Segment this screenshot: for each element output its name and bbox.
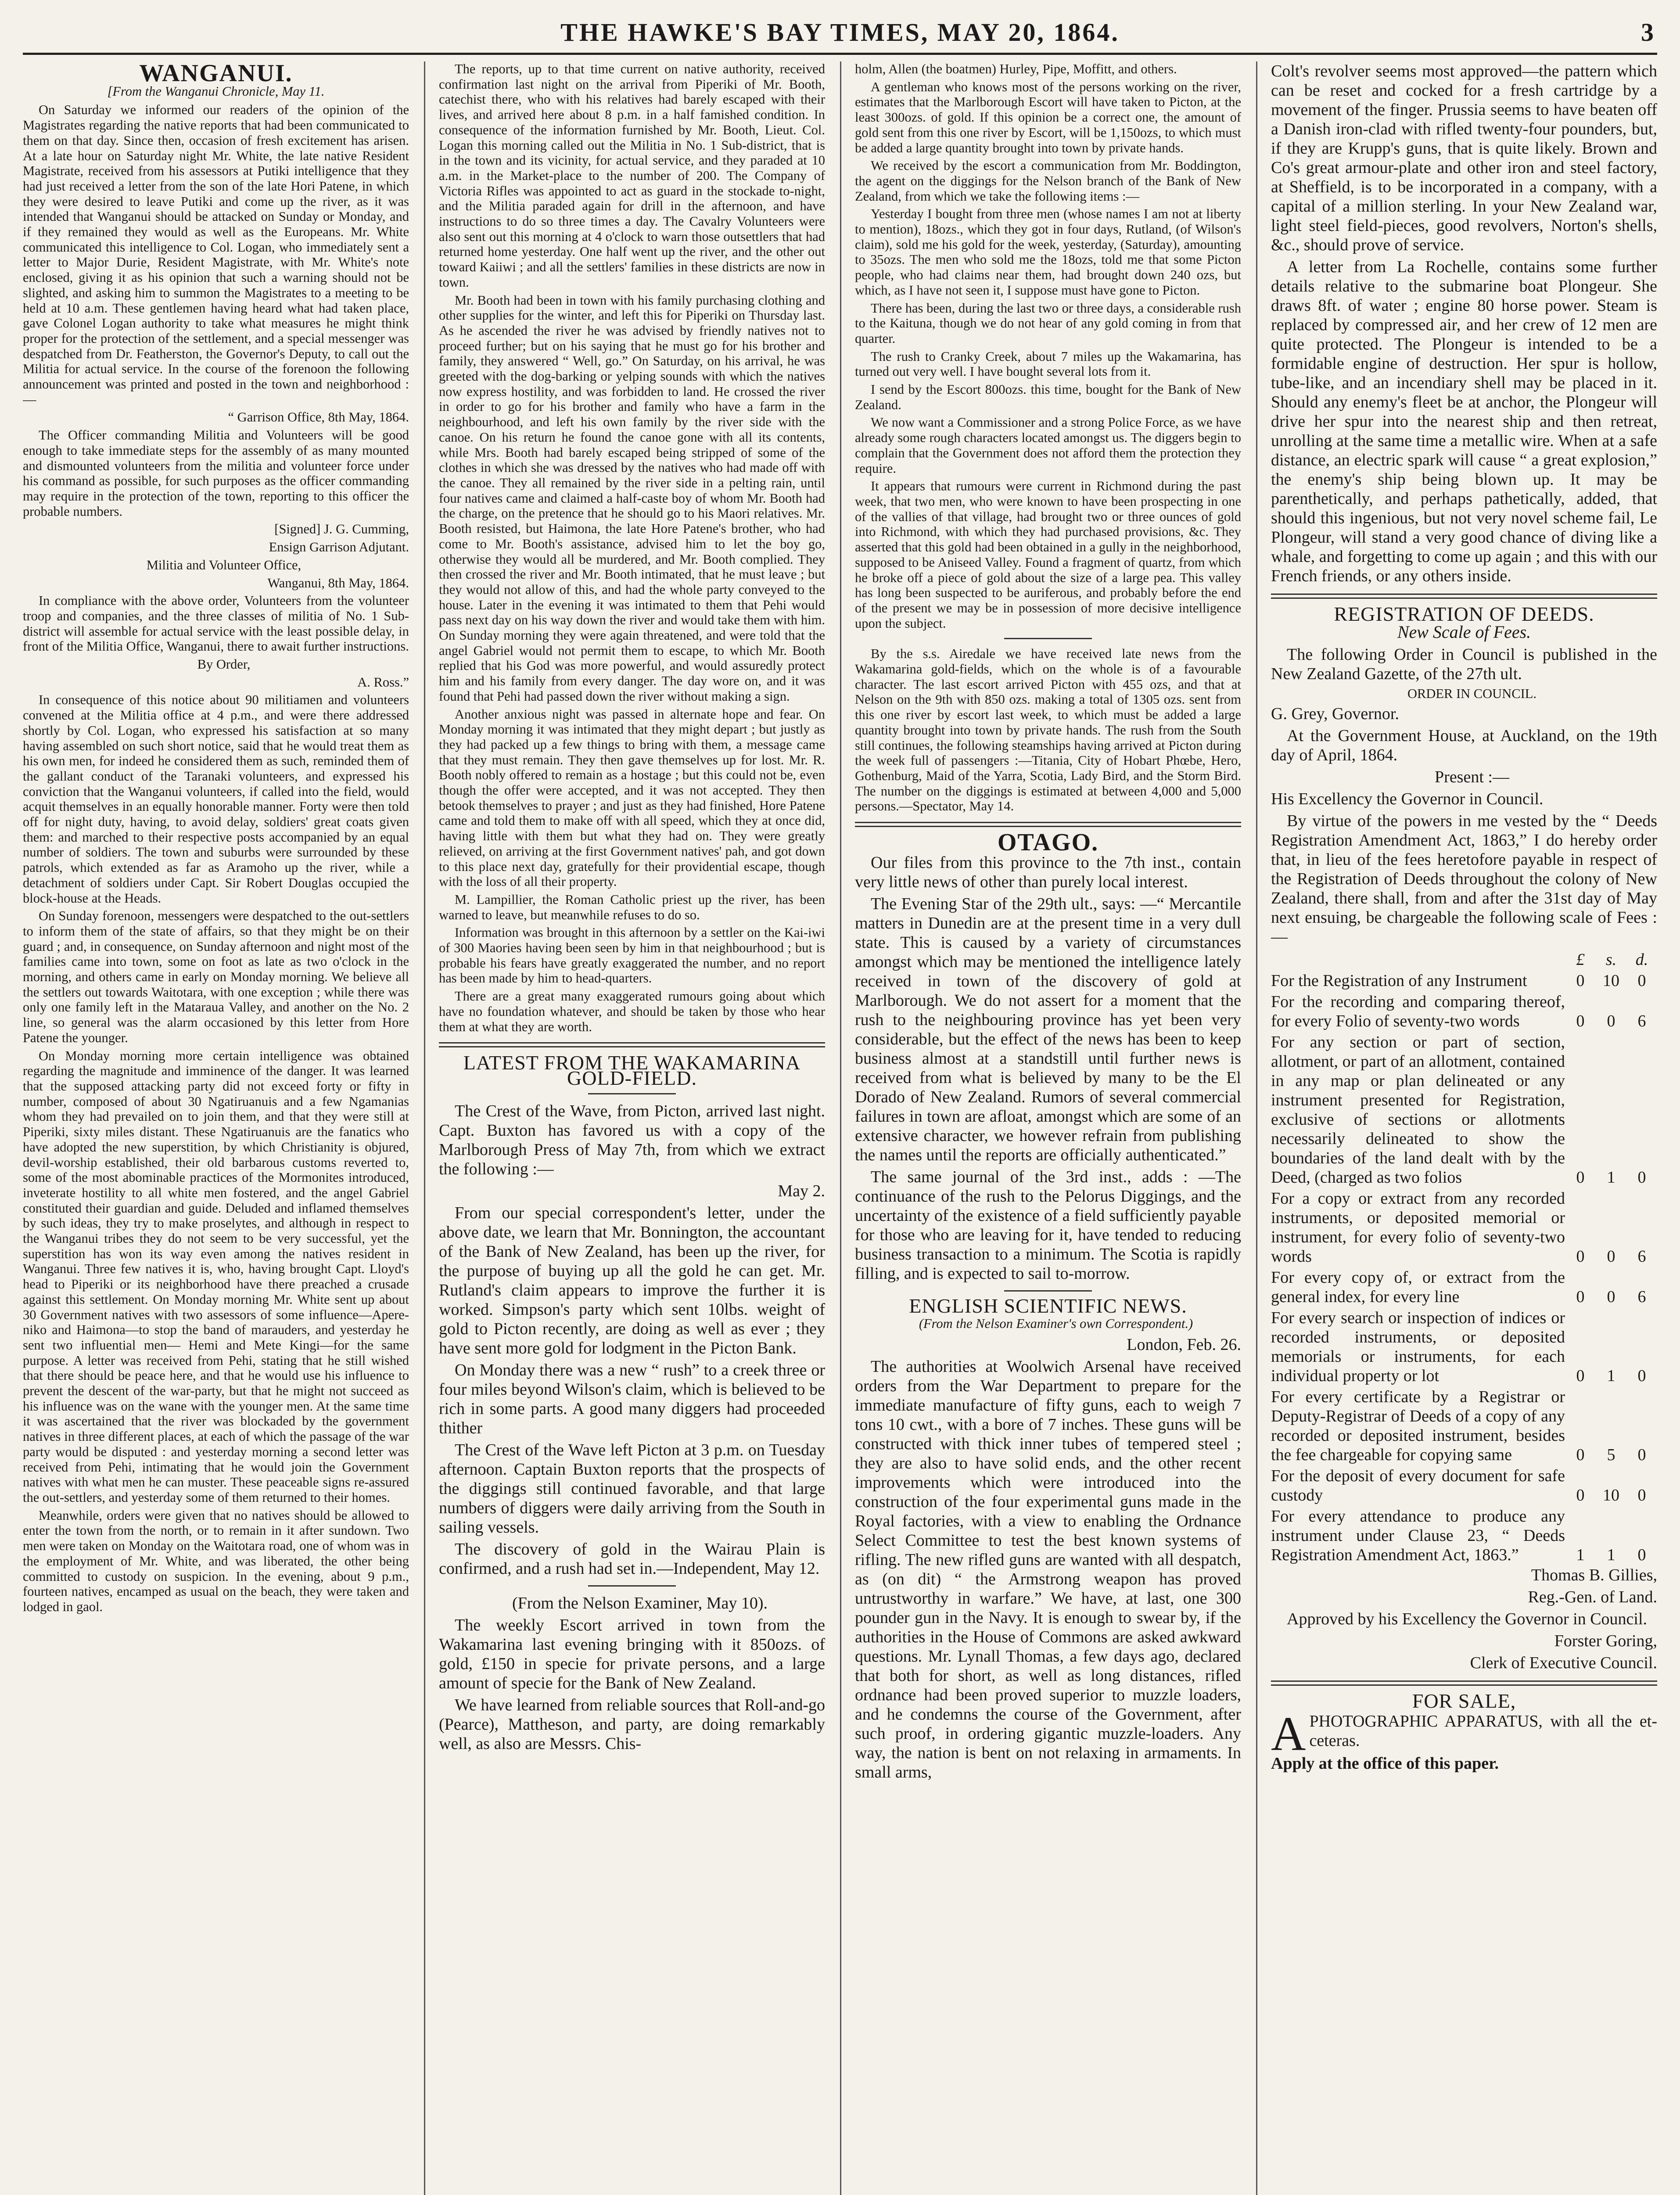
fee-shillings: 0 [1607,1012,1615,1031]
unit-shillings: s. [1605,950,1617,969]
fee-pence: 6 [1637,1288,1646,1306]
dateline: May 2. [778,1181,825,1200]
fee-description: For every certificate by a Registrar or Deputy-Registrar of Deeds of a copy of any recorded or deposited instrument, besides the fee chargeable for copying same [1271,1388,1565,1465]
paragraph: On Sunday forenoon, messengers were despatched to the out-settlers to inform them of the state of affairs, so that they might be on their guard ; and, in consequence, on Sunday afternoon and night most of the families came into town, some on foot as late as two o'clock in the morning, and others came in early on Monday morning. We believe all the settlers out towards Waitotara, with one exception ; while there was only one family left in the Mataraua Valley, and another on the No. 2 line, so general was the alarm occasioned by this letter from Hore Patene the younger. [23,908,409,1045]
paragraph: In consequence of this notice about 90 militiamen and volunteers convened at the Militia office at 4 p.m., and were there addressed shortly by Col. Logan, who expressed his satisfaction at so many having assembled on such short notice, said that he would treat them as his own men, for indeed he considered them as such, reminded them of the gallant conduct of the Taranaki volunteers, and expressed his conviction that the Wanganui volunteers, if called into the field, would acquit themselves in an equally honorable manner. Forty were then told off for night duty, having, to avoid delay, soldiers' great coats given them: and marched to their respective posts accompanied by an equal number of soldiers. The town and suburbs were surrounded by these patrols, which extended as far as Aramoho up the river, while a detachment of soldiers under Capt. Sir Robert Douglas occupied the block-house at the Heads. [23,692,409,906]
governor-line: G. Grey, Governor. [1271,705,1399,723]
paragraph: A letter from La Rochelle, contains some further details relative to the submarine boat Plongeur. She draws 8ft. of water ; engine 80 horse power. Steam is replaced by compressed air, and her crew of 12 men are quite protected. The Plongeur is intended to be a formidable engine of destruction. Her spur is hollow, tube-like, and an incendiary shell may be placed in it. Should any enemy's fleet be at anchor, the Plongeur will drive her spur into the nearest ship and then retreat, unrolling at the same time a metallic wire. When at a safe distance, an electric spark will cause “ a great explosion,” the enemy's ship being blown up. It may be parenthetically, and perhaps pathetically, added, that should this ingenious, but not very novel scheme fail, Le Plongeur, will stand a very good chance of diving like a whale, and forgetting to come up again ; and this with our French friends, or any others inside. [1271,258,1657,585]
fee-row [1271,1032,1657,1188]
office-line: Militia and Volunteer Office, [146,557,302,572]
fee-description: For the deposit of every document for safe custody [1271,1467,1565,1505]
fee-pence: 0 [1637,1446,1646,1465]
drop-cap: A [1271,1706,1306,1760]
paragraph: The same journal of the 3rd inst., adds : —The continuance of the rush to the Pelorus Diggings, and the uncertainty of the existence of a field sufficiently payable for those who are leaving for it, have tended to reducing business transaction to a minimum. The Scotia is rapidly filling, and is expected to sail to-morrow. [855,1167,1241,1283]
paragraph: M. Lampillier, the Roman Catholic priest up the river, has been warned to leave, but meanwhile refuses to do so. [439,892,825,922]
unit-pence: d. [1635,950,1648,969]
fee-pounds: 0 [1576,972,1585,990]
fee-row [1271,1386,1657,1465]
paragraph: Yesterday I bought from three men (whose names I am not at liberty to mention), 18ozs., which they got in four days, Rutland, (of Wilson's claim), sold me his gold for the week, yesterday, (Saturday), amounting to 35ozs. The men who sold me the 18ozs, told me that some Picton people, who had claims near them, had brought down 240 ozs, but which, as I have not seen it, I suppose must have gone to Picton. [855,206,1241,298]
article-heading-registration: REGISTRATION OF DEEDS. [1334,603,1594,625]
paragraph: The Crest of the Wave, from Picton, arrived last night. Capt. Buxton has favored us with a copy of the Marlborough Press of May 7th, from which we extract the following :— [439,1101,825,1178]
present-line: Present :— [1435,768,1509,787]
paragraph: By virtue of the powers in me vested by the “ Deeds Registration Amendment Act, 1863,” I do hereby order that, in lieu of the fees heretofore payable in respect of the Registration of Deeds throughout the colony of New Zealand, there shall, from and after the 31st day of May next ensuing, be chargeable the following scale of Fees :— [1271,812,1657,946]
paragraph: The reports, up to that time current on native authority, received confirmation last night on the arrival from Piperiki of Mr. Booth, catechist there, who with his relatives had barely escaped with their lives, and arrived here about 8 p.m. in a half famished condition. In consequence of the information furnished by Mr. Booth, Lieut. Col. Logan this morning called out the Militia in No. 1 Sub-district, that is in the town and its vicinity, for actual service, and they paraded at 10 a.m. in the Market-place to the number of 200. The Company of Victoria Rifles was appointed to act as guard in the stockade to-night, and the Militia paraded again for drill in the afternoon, and have instructions to do so three times a day. The Cavalry Volunteers were also sent out this morning at 4 o'clock to warn those outsettlers that had returned home yesterday. One half went up the river, and the other out toward Kaiiwi ; and all the settlers' families in these districts are now in town. [439,61,825,290]
fee-shillings: 5 [1607,1446,1615,1465]
paragraph: Our files from this province to the 7th inst., contain very little news of other than purely local interest. [855,853,1241,891]
fee-pounds: 0 [1576,1288,1585,1306]
paragraph: We now want a Commissioner and a strong Police Force, as we have already some rough characters located amongst us. The diggers begin to complain that the Government does not afford them the protection they require. [855,415,1241,476]
column-rule [424,61,425,2195]
fee-pounds: 0 [1576,1486,1585,1505]
fee-shillings: 1 [1607,1367,1615,1385]
short-rule [588,1093,676,1094]
section-divider [439,1042,825,1047]
masthead-title: THE HAWKE'S BAY TIMES, MAY 20, 1864. [560,18,1120,47]
paragraph: From our special correspondent's letter, under the above date, we learn that Mr. Bonnington, the accountant of the Bank of New Zealand, has been up the river, for the purpose of buying up all the gold he can get. Mr. Rutland's claim appears to improve the further it is worked. Simpson's party which sent 10lbs. weight of gold to Picton recently, are doing as well as ever ; they have sent more gold for lodgment in the Picton Bank. [439,1203,825,1357]
article-heading-scientific: ENGLISH SCIENTIFIC NEWS. [909,1294,1187,1317]
advertisement-text: PHOTOGRAPHIC APPARATUS, with all the et-ceteras. [1309,1712,1657,1750]
fee-shillings: 10 [1603,972,1619,990]
paragraph: By the s.s. Airedale we have received late news from the Wakamarina gold-fields, which on the whole is of a favourable character. The last escort arrived Picton with 455 ozs, and that at Nelson on the 9th with 850 ozs. making a total of 1305 ozs. sent from this one river by escort last week, to which must be added a large quantity brought into town by private hands. The rush from the South still continues, the following steamships having arrived at Picton during the week full of passengers :—Titania, City of Hobart Phœbe, Hero, Gothenburg, Maid of the Yarra, Scotia, Lady Bird, and the Storm Bird. The number on the diggings is estimated at between 4,000 and 5,000 persons.—Spectator, May 14. [855,646,1241,814]
by-order: By Order, [197,657,251,672]
column-2 [439,61,825,2195]
fee-pounds: 0 [1576,1446,1585,1465]
section-divider [855,822,1241,827]
fee-pounds: 0 [1576,1012,1585,1031]
fee-shillings: 1 [1607,1168,1615,1187]
paragraph: In compliance with the above order, Volunteers from the volunteer troop and companies, and the three classes of militia of No. 1 Sub-district will assemble for actual service with the least possible delay, in front of the Militia Office, Wanganui, there to await further instructions. [23,593,409,654]
section-divider [1271,1680,1657,1686]
paragraph: The rush to Cranky Creek, about 7 miles up the Wakamarina, has turned out very well. I have bought several lots from it. [855,349,1241,379]
paragraph: Another anxious night was passed in alternate hope and fear. On Monday morning it was intimated that they might depart ; but justly as they had packed up a few things to bring with them, a message came that they must remain. They then gave themselves up for lost. Mr. R. Booth nobly offered to remain as a hostage ; but this could not be, even though the offer were accepted, and it was not accepted. They then betook themselves to prayer ; and just as they had finished, Hore Patene came and told them to make off with all speed, which they at once did, having little with them but what they had on. They were greatly relieved, on arriving at the first Government natives' pah, and got down to this place next day, gratefully for their providential escape, though with the loss of all their property. [439,706,825,889]
section-divider [1271,594,1657,599]
paragraph: The discovery of gold in the Wairau Plain is confirmed, and a rush had set in.—Independent, May 12. [439,1540,825,1578]
fee-description: For the recording and comparing thereof, for every Folio of seventy-two words [1271,993,1565,1031]
dateline: London, Feb. 26. [1127,1335,1241,1354]
fee-table [1271,949,1657,1565]
excellency-line: His Excellency the Governor in Council. [1271,790,1544,809]
fee-pounds: 0 [1576,1367,1585,1385]
masthead [23,18,1657,55]
column-4 [1271,61,1657,2195]
paragraph: The authorities at Woolwich Arsenal have received orders from the War Department to prepare for the immediate manufacture of fifty guns, each to weigh 7 tons 10 cwt., with a bore of 7 inches. These guns will be constructed with thick inner tubes of tempered steel ; they are also to have solid ends, and the other recent improvements which were introduced into the construction of the four experimental guns made in the Royal factories, with a view to enabling the Ordnance Select Committee to test the best known systems of rifling. The new rifled guns are wanted with all despatch, as (on dit) “ the Armstrong weapon has proved untrustworthy in warfare.” We have, at last, one 300 pounder gun in the Navy. It is enough to swear by, if the authorities in the House of Commons are asked awkward questions. Mr. Lynall Thomas, a few days ago, declared that both for short, as well as long distances, rifled ordnance had been proved superior to muzzle loaders, and he condemns the course of the Government, after such proof, in ordering gigantic muzzle-loaders. Any way, the nation is bent on not relaxing in armaments. In small arms, [855,1357,1241,1782]
fee-pounds: 0 [1576,1168,1585,1187]
fee-row [1271,1307,1657,1386]
short-rule [588,1585,676,1587]
order-in-council: ORDER IN COUNCIL. [1407,686,1536,702]
paragraph: On Monday morning more certain intelligence was obtained regarding the magnitude and imminence of the danger. It was learned that the supposed attacking party did not exceed forty or fifty in number, composed of about 30 Ngatiruanuis and a few Ngamanias whom they had prevailed on to join them, and that they were still at Piperiki, sixty miles distant. These Ngatiruanuis are the fanatics who have adopted the new superstition, by which Christianity is objured, devil-worship established, their old barbarous customs reverted to, some of the most abominable practices of the Mormonites introduced, inveterate hostility to all white men fostered, and the angel Gabriel constituted their guardian and guide. Deluded and inflamed themselves by such ideas, they try to make proselytes, and although in respect to the Wanganui tribes they do not seem to be very successful, yet the superstition has won its way even among the natives resident in Wanganui. Three few natives it is, who, having brought Capt. Lloyd's head to Piperiki or its neighborhood have there preached a crusade against this settlement. On Monday morning Mr. White sent up about 30 Government natives with two assessors of some influence—Apere-niko and Haimona—to stop the band of marauders, and yesterday he sent two influential men— Hemi and Mete Kingi—for the same purpose. A letter was received from Pehi, stating that he still wished that there should be peace here, and that he would use his influence to prevent the descent of the war-party, but that he might not succeed as his influence was on the wane with the younger men. At the same time it was ascertained that the river was blockaded by the government natives in three different places, at each of which the passage of the war party would be disputed : and yesterday morning a second letter was received from Pehi, intimating that he would join the Government natives with what men he can muster. These peaceable signs re-assured the out-settlers, and yesterday some of them returned to their homes. [23,1048,409,1505]
paragraph: A gentleman who knows most of the persons working on the river, estimates that the Marlborough Escort will have taken to Picton, at the least 300ozs. of gold. If this opinion be a correct one, the amount of gold sent from this one river by Escort, will be 1,150ozs, to which must be added a large quantity brought into town by private hands. [855,79,1241,155]
order-heading: “ Garrison Office, 8th May, 1864. [228,410,409,425]
fee-shillings: 0 [1607,1288,1615,1306]
paragraph: Mr. Booth had been in town with his family purchasing clothing and other supplies for the winter, and left this for Piperiki on Thursday last. As he ascended the river he was advised by friendly natives not to proceed further; but on his saying that he must go for his brother and family, they answered “ Well, go.” On Saturday, on his arrival, he was greeted with the dog-barking or yelping sounds with which the natives now express hostility, and was forbidden to land. He crossed the river in order to go for his brother and family who have a farm in the neighbourhood, and left his own family by the river side with the canoe. On his return he found the canoe gone with all its contents, while Mrs. Booth had barely escaped being stripped of some of the clothes in which she was dressed by the natives who had made off with the canoe. They all remained by the river side in a pelting rain, until four natives came and claimed a half-caste boy of whom Mr. Booth had the charge, on the pretence that he should go to his Maori relatives. Mr. Booth resisted, but Haimona, the late Hore Patene's brother, who had come to Mr. Booth's assistance, advised him to let the boy go, otherwise they would all be murdered, and Mr. Booth complied. They then crossed the river and Mr. Booth intimated, that he must leave ; but they would not allow of this, and had the whole party conveyed to the house. Later in the evening it was intimated to them that Pehi would pass next day on his way down the river and would take them with him. On Sunday morning they were again threatened, and were told that the angel Gabriel would not permit them to escape, to which Mr. Booth replied that his God was more powerful, and would assuredly protect him and his family from every danger. The day wore on, and it was found that Pehi had passed down the river without making a sign. [439,292,825,704]
fee-description: For every search or inspection of indices or recorded instruments, or deposited memorials or instruments, for each individual property or lot [1271,1309,1565,1385]
article-heading-otago: OTAGO. [997,829,1099,856]
fee-row [1271,1506,1657,1565]
advertisement [1271,1706,1657,1773]
fee-description: For the Registration of any Instrument [1271,972,1527,990]
advertisement-apply: Apply at the office of this paper. [1271,1754,1499,1773]
signature: Forster Goring, [1554,1632,1657,1651]
paragraph: The following Order in Council is published in the New Zealand Gazette, of the 27th ult. [1271,645,1657,684]
signature: [Signed] J. G. Cumming, [274,522,409,537]
column-1 [23,61,409,2195]
column-3 [855,61,1241,2195]
fee-pence: 0 [1637,972,1646,990]
unit-pounds: £ [1576,950,1585,969]
office-date: Wanganui, 8th May, 1864. [267,575,409,590]
fee-shillings: 1 [1607,1546,1615,1565]
fee-table-header [1271,949,1657,970]
column-rule [1256,61,1257,2195]
fee-pounds: 1 [1576,1546,1585,1565]
paragraph: It appears that rumours were current in Richmond during the past week, that two men, who were known to have been prospecting in one of the vallies of that village, had brought two or three ounces of gold into Richmond, with which they had purchased provisions, &c. They asserted that this gold had been obtained in a gully in the neighborhood, supposed to be Aniseed Valley. Found a fragment of quartz, from which he broke off a piece of gold about the size of a large pea. This valley has long been suspected to be auriferous, and probably before the end of the present we may be in possession of more decisive intelligence upon the subject. [855,479,1241,631]
fee-row [1271,991,1657,1032]
fee-pence: 0 [1637,1367,1646,1385]
fee-shillings: 0 [1607,1247,1615,1266]
fee-pounds: 0 [1576,1247,1585,1266]
fee-pence: 0 [1637,1486,1646,1505]
approval-line: Approved by his Excellency the Governor in Council. [1287,1610,1648,1629]
article-source: [From the Wanganui Chronicle, May 11. [107,83,325,99]
paragraph: There has been, during the last two or three days, a considerable rush to the Kaituna, though we do not hear of any gold coming in from that quarter. [855,300,1241,346]
article-source: (From the Nelson Examiner, May 10). [512,1594,768,1612]
paragraph: On Monday there was a new “ rush” to a creek three or four miles beyond Wilson's claim, which is believed to be rich in some parts. A good many diggers had proceeded thither [439,1360,825,1437]
paragraph: Meanwhile, orders were given that no natives should be allowed to enter the town from the north, or to remain in it after sundown. Two men were taken on Monday on the Waitotara road, one of whom was in the employment of Mr. White, and was liberated, the other being committed to custody on suspicion. In the evening, about 9 p.m., fourteen natives, encamped as usual on the beach, they were taken and lodged in gaol. [23,1508,409,1614]
short-rule [1004,1290,1092,1292]
article-subheading: New Scale of Fees. [1397,622,1531,642]
fee-description: For every copy of, or extract from the general index, for every line [1271,1268,1565,1306]
fee-row [1271,1465,1657,1506]
fee-description: For every attendance to produce any instrument under Clause 23, “ Deeds Registration Amendment Act, 1863.” [1271,1507,1565,1565]
place-line: At the Government House, at Auckland, on the 19th day of April, 1864. [1271,727,1657,765]
signature-title: Ensign Garrison Adjutant. [269,540,409,555]
paragraph: The Evening Star of the 29th ult., says: —“ Mercantile matters in Dunedin are at the present time in a very dull state. This is caused by a variety of circumstances amongst which may be mentioned the intelligence lately received in town of the discovery of gold at Marlborough. We do not assert for a moment that the rush to the neighbouring province has yet been very considerable, but the effect of the news has been to keep business almost at a standstill until further news is received from what is believed by many to be the El Dorado of New Zealand. Rumors of several commercial failures in town are afloat, amongst which are some of an extensive character, we however refrain from publishing the names until the reports are officially authenticated.” [855,894,1241,1164]
fee-pence: 6 [1637,1247,1646,1266]
article-source: (From the Nelson Examiner's own Correspondent.) [919,1316,1193,1331]
paragraph: The weekly Escort arrived in town from the Wakamarina last evening bringing with it 850ozs. of gold, £150 in specie for private persons, and a large amount of specie for the Bank of New Zealand. [439,1616,825,1692]
paragraph: On Saturday we informed our readers of the opinion of the Magistrates regarding the native reports that had been communicated to them on that day. Since then, occasion of fresh excitement has arisen. At a late hour on Saturday night Mr. White, the late native Resident Magistrate, received from his assessors at Putiki intelligence that they had just received a letter from the son of the late Hori Patene, in which they were desired to leave Putiki and come up the river, as it was intended that Wanganui should be attacked on Sunday or Monday, and if they remained they would as well as the Europeans. Mr. White communicated this intelligence to Col. Logan, who immediately sent a letter to Major Durie, Resident Magistrate, with Mr. White's note enclosed, giving it as his opinion that such a warning should not be slighted, and asking him to summon the Magistrates to a meeting to be held at 10 a.m. These gentlemen having heard what had taken place, gave Colonel Logan authority to take what measures he might think proper for the protection of the settlement, and a special messenger was despatched from Dr. Featherston, the Governor's Deputy, to call out the Militia for actual service. In the course of the forenoon the following announcement was printed and posted in the town and neighborhood :— [23,102,409,407]
article-heading-wanganui: WANGANUI. [139,61,293,87]
for-sale-heading: FOR SALE, [1412,1690,1516,1713]
fee-description: For any section or part of section, allotment, or part of an allotment, contained in any map or plan delineated or any instrument presented for Registration, exclusive of sections or allotments necessarily delineated to show the boundaries of the land dealt with by the Deed, (charged as two folios [1271,1033,1565,1187]
fee-description: For a copy or extract from any recorded instruments, or deposited memorial or instrument, for every folio of seventy-two words [1271,1189,1565,1266]
column-rule [840,61,841,2195]
fee-row [1271,970,1657,991]
paragraph: Colt's revolver seems most approved—the pattern which can be reset and cocked for a fresh cartridge by a movement of the finger. Prussia seems to have beaten off a Danish iron-clad with rifled twenty-four pounders, but, if they are Krupp's guns, that is quite likely. Brown and Co's great armour-plate and other iron and steel factory, at Sheffield, is to be incorporated in a company, with a capital of a million sterling. In your New Zealand war, light steel field-pieces, good revolvers, Norton's shells, &c., should prove of service. [1271,62,1657,254]
fee-row [1271,1188,1657,1267]
fee-row [1271,1267,1657,1307]
fee-pence: 0 [1637,1546,1646,1565]
signature-title: Reg.-Gen. of Land. [1528,1588,1657,1607]
article-heading-wakamarina: LATEST FROM THE WAKAMARINA GOLD-FIELD. [463,1051,801,1089]
page-number: 3 [1641,18,1654,47]
paragraph: There are a great many exaggerated rumours going about which have no foundation whatever, and should be taken by those who hear them at what they are worth. [439,989,825,1034]
paragraph: The Crest of the Wave left Picton at 3 p.m. on Tuesday afternoon. Captain Buxton reports that the prospects of the diggings still continued favorable, and that large numbers of diggers were daily arriving from the South in sailing vessels. [439,1440,825,1536]
fee-pence: 6 [1637,1012,1646,1031]
paragraph: Information was brought in this afternoon by a settler on the Kai-iwi of 300 Maories having been seen by him in that neighbourhood ; but is probable his fears have greatly exaggerated the number, and no report has been made by him to head-quarters. [439,925,825,986]
fee-shillings: 10 [1603,1486,1619,1505]
paragraph: We received by the escort a communication from Mr. Boddington, the agent on the diggings for the Nelson branch of the Bank of New Zealand, from which we take the following items :— [855,158,1241,204]
signature: Thomas B. Gillies, [1531,1566,1657,1585]
signature-title: Clerk of Executive Council. [1470,1654,1657,1673]
fee-pence: 0 [1637,1168,1646,1187]
paragraph: holm, Allen (the boatmen) Hurley, Pipe, Moffitt, and others. [855,61,1177,76]
columns [23,61,1657,2195]
paragraph: We have learned from reliable sources that Roll-and-go (Pearce), Mattheson, and party, are doing remarkably well, as also are Messrs. Chis- [439,1695,825,1753]
paragraph: I send by the Escort 800ozs. this time, bought for the Bank of New Zealand. [855,382,1241,412]
paragraph: The Officer commanding Militia and Volunteers will be good enough to take immediate steps for the assembly of as many mounted and dismounted volunteers from the militia and volunteer force under his command as possible, for such purposes as the officer commanding may require in the protection of the town, reporting to this officer the probable numbers. [23,428,409,519]
fee-rows [1271,970,1657,1565]
by-order-signature: A. Ross.” [357,674,409,690]
short-rule [1004,638,1092,639]
